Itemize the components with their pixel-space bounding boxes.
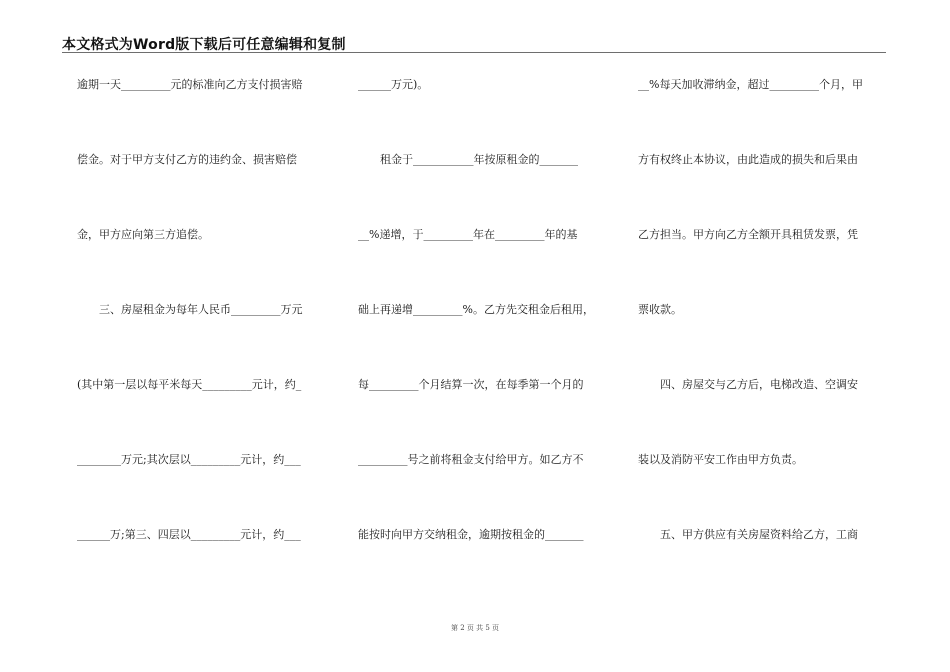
text-line: 装以及消防平安工作由甲方负责。 [638, 453, 803, 466]
text-column-right [638, 75, 883, 600]
text-line: 五、甲方供应有关房屋资料给乙方，工商 [638, 528, 858, 541]
text-line: 四、房屋交与乙方后，电梯改造、空调安 [638, 378, 858, 391]
text-line: ______万;第三、四层以_________元计，约___ [77, 528, 301, 541]
text-line: ________万元;其次层以_________元计，约___ [77, 453, 301, 466]
text-line: 每_________个月结算一次，在每季第一个月的 [358, 378, 584, 391]
header-divider [62, 52, 886, 53]
text-line: 乙方担当。甲方向乙方全额开具租赁发票，凭 [638, 228, 858, 241]
text-line: 租金于___________年按原租金的_______ [358, 153, 578, 166]
text-column-middle [358, 75, 606, 600]
text-line: _________号之前将租金支付给甲方。如乙方不 [358, 453, 584, 466]
text-line: 能按时向甲方交纳租金，逾期按租金的_______ [358, 528, 584, 541]
text-line: 础上再递增_________%。乙方先交租金后租用， [358, 303, 594, 316]
text-line: ______万元)。 [358, 78, 429, 91]
page-number-footer: 第 2 页 共 5 页 [450, 624, 500, 632]
text-line: 三、房屋租金为每年人民币_________万元 [77, 303, 303, 316]
text-column-left [77, 75, 322, 600]
text-line: 偿金。对于甲方支付乙方的违约金、损害赔偿 [77, 153, 297, 166]
text-line: (其中第一层以每平米每天_________元计，约_ [77, 378, 302, 391]
text-line: 金，甲方应向第三方追偿。 [77, 228, 209, 241]
text-line: __%递增，于_________年在_________年的基 [358, 228, 578, 241]
text-line: 方有权终止本协议，由此造成的损失和后果由 [638, 153, 858, 166]
text-line: 逾期一天_________元的标准向乙方支付损害赔 [77, 78, 303, 91]
text-line: 票收款。 [638, 303, 682, 316]
text-line: __%每天加收滞纳金，超过_________个月，甲 [638, 78, 863, 91]
page-header-title: 本文格式为Word版下载后可任意编辑和复制 [62, 37, 346, 53]
